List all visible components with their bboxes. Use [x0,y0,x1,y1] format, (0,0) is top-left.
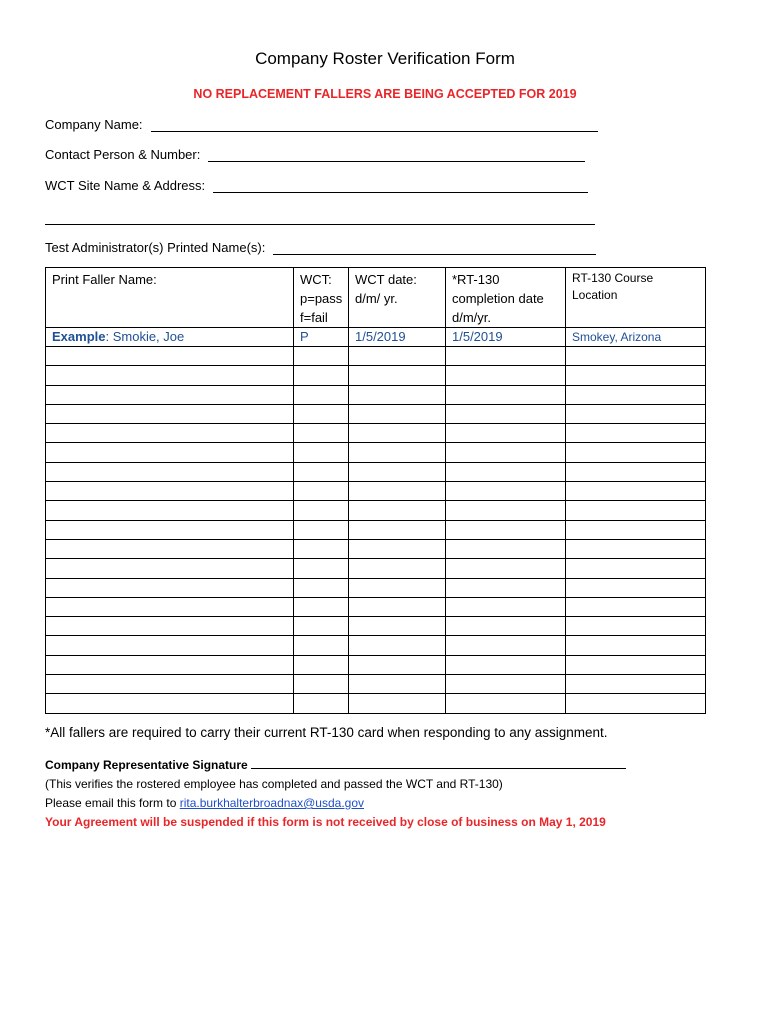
table-row [46,539,706,558]
wct-date-cell[interactable] [349,424,446,443]
rt130-date-cell[interactable] [446,404,566,423]
location-cell[interactable] [566,520,706,539]
table-row [46,675,706,694]
table-row [46,404,706,423]
faller-name-cell[interactable] [46,385,294,404]
wct-cell[interactable] [294,482,349,501]
table-row [46,597,706,616]
location-cell[interactable] [566,539,706,558]
example-location-cell: Smokey, Arizona [566,328,706,347]
header-rt130-line: completion date [452,291,544,306]
header-wct-line: p=pass [300,291,343,306]
page-title: Company Roster Verification Form [255,49,515,68]
location-cell[interactable] [566,482,706,501]
rt130-date-cell[interactable] [446,366,566,385]
location-cell[interactable] [566,655,706,674]
faller-name-cell[interactable] [46,482,294,501]
header-rt130 [446,268,566,328]
rt130-date-cell[interactable] [446,559,566,578]
site-label: WCT Site Name & Address: [45,178,206,193]
rt130-date-cell[interactable] [446,597,566,616]
verify-text: (This verifies the rostered employee has completed and passed the WCT and RT-130) [45,777,503,791]
wct-cell[interactable] [294,559,349,578]
header-location-line: Location [572,288,618,302]
faller-name-cell[interactable] [46,597,294,616]
email-prefix: Please email this form to [45,796,180,810]
rt130-date-cell[interactable] [446,539,566,558]
header-location-line: RT-130 Course [572,271,654,285]
example-row [46,328,706,347]
table-row [46,617,706,636]
faller-name-cell[interactable] [46,675,294,694]
wct-cell[interactable] [294,462,349,481]
faller-name-cell[interactable] [46,501,294,520]
header-wct-date [349,268,446,328]
wct-cell[interactable] [294,443,349,462]
wct-date-cell[interactable] [349,404,446,423]
header-wct-line: f=fail [300,310,328,325]
notice-banner: NO REPLACEMENT FALLERS ARE BEING ACCEPTED FOR 2019 [193,87,577,101]
example-rt130-cell: 1/5/2019 [446,328,566,347]
blank-rows [46,347,706,714]
wct-date-cell[interactable] [349,520,446,539]
faller-name-cell[interactable] [46,655,294,674]
faller-name-cell[interactable] [46,539,294,558]
wct-date-cell[interactable] [349,462,446,481]
wct-cell[interactable] [294,347,349,366]
faller-name-cell[interactable] [46,347,294,366]
faller-name-cell[interactable] [46,520,294,539]
deadline-warning: Your Agreement will be suspended if this form is not received by close of business on May 1, 2019 [45,815,606,829]
header-location [566,268,706,328]
table-row [46,636,706,655]
wct-date-cell[interactable] [349,366,446,385]
signature-block [45,756,626,832]
header-faller-name-text: Print Faller Name: [52,272,157,287]
rt130-date-cell[interactable] [446,578,566,597]
faller-name-cell[interactable] [46,404,294,423]
example-name-cell [46,328,294,347]
rt130-date-cell[interactable] [446,655,566,674]
location-cell[interactable] [566,597,706,616]
table-row [46,424,706,443]
location-cell[interactable] [566,617,706,636]
header-wct-date-line: WCT date: [355,272,417,287]
header-wct-line: WCT: [300,272,332,287]
location-cell[interactable] [566,385,706,404]
rt130-date-cell[interactable] [446,443,566,462]
wct-cell[interactable] [294,520,349,539]
company-name-field[interactable] [151,117,598,132]
rt130-date-cell[interactable] [446,617,566,636]
table-row [46,385,706,404]
faller-name-cell[interactable] [46,366,294,385]
faller-name-cell[interactable] [46,462,294,481]
location-cell[interactable] [566,675,706,694]
rt130-date-cell[interactable] [446,501,566,520]
rt130-note: *All fallers are required to carry their current RT-130 card when responding to any assignment. [45,725,608,740]
site-field[interactable] [213,178,588,193]
wct-cell[interactable] [294,385,349,404]
table-row [46,655,706,674]
wct-cell[interactable] [294,636,349,655]
contact-row [45,147,585,162]
table-row [46,694,706,713]
wct-date-cell[interactable] [349,559,446,578]
email-link[interactable]: rita.burkhalterbroadnax@usda.gov [179,796,365,810]
faller-name-cell[interactable] [46,443,294,462]
contact-field[interactable] [208,147,585,162]
wct-cell[interactable] [294,424,349,443]
administrator-row [45,240,596,255]
table-row [46,462,706,481]
table-row [46,482,706,501]
location-cell[interactable] [566,347,706,366]
wct-date-cell[interactable] [349,443,446,462]
faller-name-cell[interactable] [46,424,294,443]
rt130-date-cell[interactable] [446,385,566,404]
location-cell[interactable] [566,443,706,462]
rt130-date-cell[interactable] [446,347,566,366]
signature-row [45,756,626,775]
location-cell[interactable] [566,578,706,597]
signature-label: Company Representative Signature [45,758,248,772]
company-name-label: Company Name: [45,117,143,132]
wct-cell[interactable] [294,655,349,674]
wct-date-cell[interactable] [349,636,446,655]
wct-date-cell[interactable] [349,347,446,366]
table-header-row [46,268,706,328]
site-address-line[interactable] [45,224,595,225]
wct-date-cell[interactable] [349,539,446,558]
rt130-date-cell[interactable] [446,424,566,443]
table-row [46,520,706,539]
rt130-date-cell[interactable] [446,636,566,655]
header-wct-date-line: d/m/ yr. [355,291,398,306]
wct-cell[interactable] [294,366,349,385]
wct-date-cell[interactable] [349,482,446,501]
wct-date-cell[interactable] [349,597,446,616]
wct-date-cell[interactable] [349,501,446,520]
faller-name-cell[interactable] [46,578,294,597]
header-faller-name [46,268,294,328]
rt130-date-cell[interactable] [446,520,566,539]
example-wct-cell: P [294,328,349,347]
location-cell[interactable] [566,462,706,481]
location-cell[interactable] [566,501,706,520]
wct-cell[interactable] [294,675,349,694]
rt130-date-cell[interactable] [446,462,566,481]
table-row [46,578,706,597]
wct-cell[interactable] [294,578,349,597]
rt130-date-cell[interactable] [446,694,566,713]
example-label: Example [52,329,106,344]
header-rt130-line: *RT-130 [452,272,500,287]
company-name-row [45,117,598,132]
site-row [45,178,588,193]
table-row [46,366,706,385]
wct-cell[interactable] [294,404,349,423]
header-wct [294,268,349,328]
faller-name-cell[interactable] [46,559,294,578]
header-rt130-line: d/m/yr. [452,310,492,325]
faller-name-cell[interactable] [46,617,294,636]
wct-cell[interactable] [294,501,349,520]
administrator-label: Test Administrator(s) Printed Name(s): [45,240,266,255]
contact-label: Contact Person & Number: [45,147,201,162]
faller-name-cell[interactable] [46,694,294,713]
wct-cell[interactable] [294,597,349,616]
table-row [46,559,706,578]
wct-cell[interactable] [294,539,349,558]
rt130-date-cell[interactable] [446,482,566,501]
wct-date-cell[interactable] [349,385,446,404]
signature-field[interactable] [251,757,626,769]
table-row [46,501,706,520]
location-cell[interactable] [566,636,706,655]
administrator-field[interactable] [273,240,596,255]
location-cell[interactable] [566,694,706,713]
roster-table [45,267,706,714]
rt130-date-cell[interactable] [446,675,566,694]
email-row [45,794,626,813]
wct-date-cell[interactable] [349,694,446,713]
table-row [46,443,706,462]
wct-date-cell[interactable] [349,617,446,636]
wct-date-cell[interactable] [349,675,446,694]
example-wct-date-cell: 1/5/2019 [349,328,446,347]
location-cell[interactable] [566,404,706,423]
table-row [46,347,706,366]
wct-cell[interactable] [294,694,349,713]
location-cell[interactable] [566,559,706,578]
example-name: : Smokie, Joe [105,329,185,344]
location-cell[interactable] [566,366,706,385]
wct-cell[interactable] [294,617,349,636]
wct-date-cell[interactable] [349,655,446,674]
faller-name-cell[interactable] [46,636,294,655]
wct-date-cell[interactable] [349,578,446,597]
location-cell[interactable] [566,424,706,443]
